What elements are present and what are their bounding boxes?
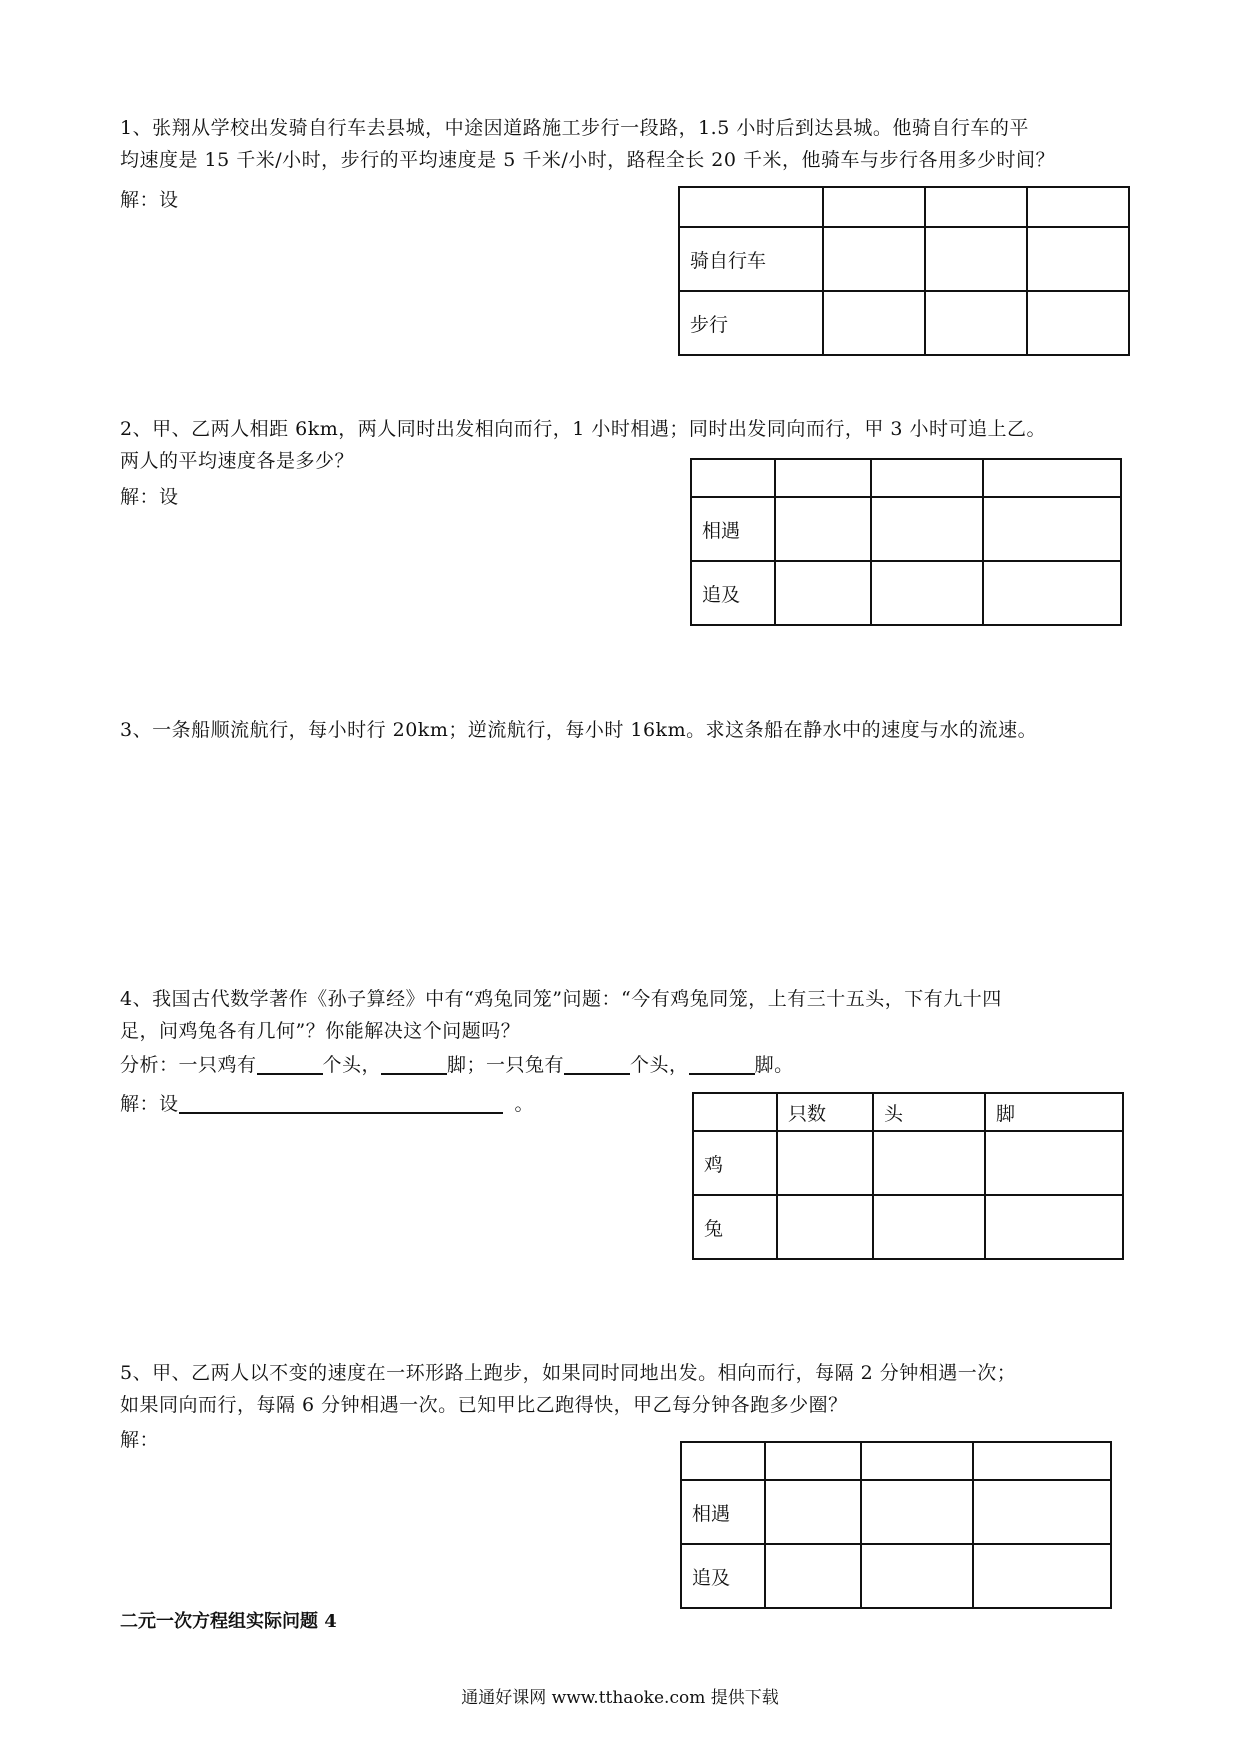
table-cell — [871, 561, 983, 625]
question-4-table — [692, 1092, 1124, 1260]
table-row-label: 步行 — [679, 291, 823, 355]
question-4-line-1: 4、我国古代数学著作《孙子算经》中有“鸡兔同笼”问题：“今有鸡兔同笼，上有三十五头，下有九十四 — [120, 988, 1002, 1010]
fill-blank[interactable] — [179, 1090, 503, 1114]
question-5-line-2: 如果同向而行，每隔 6 分钟相遇一次。已知甲比乙跑得快，甲乙每分钟各跑多少圈？ — [120, 1394, 848, 1416]
analysis-text: 脚；一只兔有 — [447, 1054, 565, 1076]
question-1-line-1: 1、张翔从学校出发骑自行车去县城，中途因道路施工步行一段路，1.5 小时后到达县城。他骑自行车的平 — [120, 117, 1029, 139]
question-5-table — [680, 1441, 1112, 1609]
table-cell — [765, 1544, 861, 1608]
analysis-text: 个头， — [630, 1054, 689, 1076]
analysis-text: 个头， — [322, 1054, 382, 1076]
table-cell — [777, 1131, 873, 1195]
table-cell — [925, 291, 1027, 355]
question-1 — [120, 112, 1055, 176]
table-cell — [873, 1195, 985, 1259]
question-5-solve-label: 解： — [120, 1429, 160, 1451]
table-cell — [871, 497, 983, 561]
table-cell — [775, 497, 871, 561]
solve-label: 解：设 — [120, 1093, 179, 1115]
question-1-solve-label: 解：设 — [120, 189, 179, 211]
table-cell — [823, 291, 925, 355]
table-header-count: 只数 — [777, 1093, 873, 1131]
table-cell — [691, 459, 775, 497]
table-cell — [861, 1480, 973, 1544]
table-cell — [871, 459, 983, 497]
table-cell — [1027, 291, 1129, 355]
analysis-text: 脚。 — [754, 1054, 794, 1076]
question-1-line-2: 均速度是 15 千米/小时，步行的平均速度是 5 千米/小时，路程全长 20 千米，他骑车与步行各用多少时间？ — [120, 149, 1055, 171]
question-4 — [120, 983, 1002, 1047]
table-cell — [861, 1442, 973, 1480]
table-row-label: 追及 — [691, 561, 775, 625]
table-cell — [693, 1093, 777, 1131]
table-row-label: 追及 — [681, 1544, 765, 1608]
table-row-label: 骑自行车 — [679, 227, 823, 291]
table-cell — [985, 1195, 1123, 1259]
table-cell — [1027, 187, 1129, 227]
fill-blank[interactable] — [689, 1051, 755, 1075]
table-cell — [973, 1480, 1111, 1544]
table-cell — [983, 459, 1121, 497]
table-cell — [983, 497, 1121, 561]
fill-blank[interactable] — [257, 1051, 323, 1075]
table-cell — [765, 1442, 861, 1480]
question-2-line-2: 两人的平均速度各是多少？ — [120, 450, 355, 472]
page-footer: 通通好课网 www.tthaoke.com 提供下载 — [461, 1688, 779, 1708]
question-1-table — [678, 186, 1130, 356]
table-row-label: 相遇 — [681, 1480, 765, 1544]
fill-blank[interactable] — [381, 1051, 447, 1075]
table-cell — [861, 1544, 973, 1608]
solve-suffix: 。 — [514, 1093, 535, 1115]
table-row-label: 鸡 — [693, 1131, 777, 1195]
table-cell — [775, 561, 871, 625]
question-2-line-1: 2、甲、乙两人相距 6km，两人同时出发相向而行，1 小时相遇；同时出发同向而行，甲 3 小时可追上乙。 — [120, 418, 1047, 440]
question-5 — [120, 1357, 1016, 1421]
table-cell — [873, 1131, 985, 1195]
table-header-heads: 头 — [873, 1093, 985, 1131]
table-cell — [925, 227, 1027, 291]
table-cell — [679, 187, 823, 227]
table-cell — [823, 227, 925, 291]
table-cell — [823, 187, 925, 227]
question-2-solve-label: 解：设 — [120, 486, 179, 508]
question-4-solve — [120, 1088, 534, 1120]
table-header-feet: 脚 — [985, 1093, 1123, 1131]
question-4-line-2: 足，问鸡兔各有几何”？你能解决这个问题吗？ — [120, 1020, 521, 1042]
fill-blank[interactable] — [564, 1051, 630, 1075]
question-4-analysis — [120, 1049, 794, 1081]
table-row-label: 兔 — [693, 1195, 777, 1259]
table-cell — [777, 1195, 873, 1259]
question-2-table — [690, 458, 1122, 626]
table-cell — [775, 459, 871, 497]
analysis-text: 分析：一只鸡有 — [120, 1054, 257, 1076]
section-title: 二元一次方程组实际问题 4 — [120, 1611, 337, 1632]
table-cell — [985, 1131, 1123, 1195]
table-cell — [973, 1442, 1111, 1480]
table-cell — [925, 187, 1027, 227]
question-5-line-1: 5、甲、乙两人以不变的速度在一环形路上跑步，如果同时同地出发。相向而行，每隔 2 分钟相遇一次； — [120, 1362, 1017, 1384]
table-cell — [983, 561, 1121, 625]
table-cell — [765, 1480, 861, 1544]
table-cell — [973, 1544, 1111, 1608]
question-3-line-1: 3、一条船顺流航行，每小时行 20km；逆流航行，每小时 16km。求这条船在静水中的速度与水的流速。 — [120, 719, 1038, 741]
table-cell — [1027, 227, 1129, 291]
table-row-label: 相遇 — [691, 497, 775, 561]
table-cell — [681, 1442, 765, 1480]
